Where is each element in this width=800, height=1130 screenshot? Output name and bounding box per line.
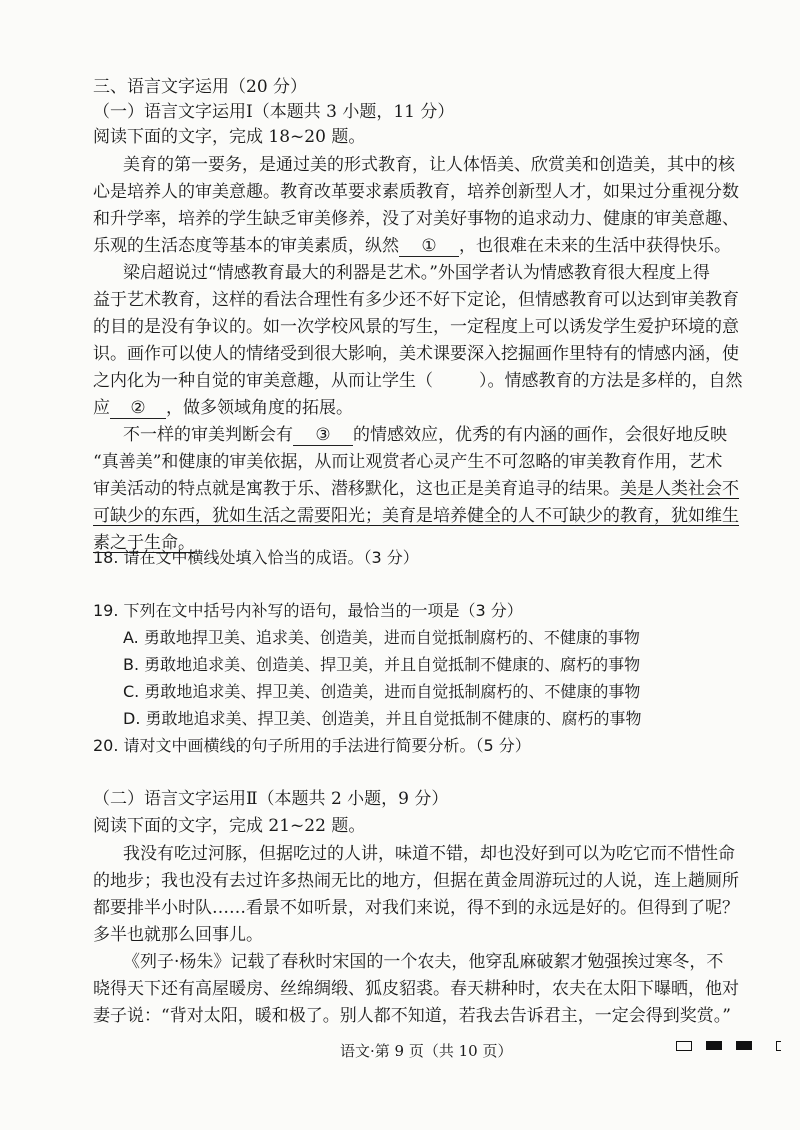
passage1-text (123, 423, 727, 447)
passage1-text (93, 369, 743, 393)
passage2-text: 的地步；我也没有去过许多热闹无比的地方，但据在黄金周游玩过的人说，连上趟厕所 (93, 871, 739, 891)
passage1-text (93, 396, 353, 420)
passage1-text (93, 234, 731, 258)
passage1-text-segment: 审美活动的特点就是寓教于乐、潜移默化，这也正是美育追寻的结果。 (93, 479, 620, 499)
passage1-text: 和升学率，培养的学生缺乏审美修养，没了对美好事物的追求动力、健康的审美意趣、 (93, 209, 739, 229)
passage2-text: 都要排半小时队……看景不如听景，对我们来说，得不到的永远是好的。但得到了呢？ (93, 898, 739, 918)
registration-mark-icon (706, 1041, 722, 1050)
passage1-text-segment: 之内化为一种自觉的审美意趣，从而让学生（ (93, 371, 433, 391)
passage1-text-segment: ，做多领域角度的拓展。 (166, 398, 353, 418)
passage1-text-segment: ，也很难在未来的生活中获得快乐。 (459, 236, 731, 256)
part2-title: （二）语言文字运用Ⅱ（本题共 2 小题，9 分） (93, 789, 449, 809)
question-20: 20. 请对文中画横线的句子所用的手法进行简要分析。（5 分） (93, 736, 531, 755)
question-19: 19. 下列在文中括号内补写的语句，最恰当的一项是（3 分） (93, 601, 523, 620)
passage2-text: 《列子·杨朱》记载了春秋时宋国的一个农夫，他穿乱麻破絮才勉强挨过寒冬，不 (123, 952, 724, 972)
passage1-text: 的目的是没有争议的。如一次学校风景的写生，一定程度上可以诱发学生爱护环境的意 (93, 317, 739, 337)
passage1-text-segment: 的情感效应，优秀的有内涵的画作，会很好地反映 (353, 425, 727, 445)
page-footer: 语文·第 9 页（共 10 页） (340, 1042, 513, 1060)
fill-blank-2: ② (110, 398, 166, 419)
registration-mark-icon (776, 1041, 781, 1051)
passage1-text-segment: 不一样的审美判断会有 (123, 425, 293, 445)
passage2-text: 晓得天下还有高屋暖房、丝绵绸缎、狐皮貂裘。春天耕种时，农夫在太阳下曝晒，他对 (93, 979, 739, 999)
fill-blank-1: ① (399, 236, 459, 257)
passage1-text: 心是培养人的审美意趣。教育改革要求素质教育，培养创新型人才，如果过分重视分数 (93, 182, 739, 202)
fill-blank-3: ③ (293, 425, 353, 446)
question-19-option-b: B. 勇敢地追求美、创造美、捍卫美，并且自觉抵制不健康的、腐朽的事物 (123, 655, 641, 674)
question-19-option-d: D. 勇敢地追求美、捍卫美、创造美，并且自觉抵制不健康的、腐朽的事物 (123, 709, 642, 728)
passage1-text (93, 477, 739, 501)
passage1-text: 梁启超说过“情感教育最大的利器是艺术。”外国学者认为情感教育很大程度上得 (123, 263, 710, 283)
underlined-sentence: 可缺少的东西，犹如生活之需要阳光；美育是培养健全的人不可缺少的教育，犹如维生 (93, 506, 739, 526)
part1-instruction: 阅读下面的文字，完成 18~20 题。 (93, 127, 366, 147)
passage1-text: 识。画作可以使人的情绪受到很大影响，美术课要深入挖掘画作里特有的情感内涵，使 (93, 344, 739, 364)
passage1-text-segment: 乐观的生活态度等基本的审美素质，纵然 (93, 236, 399, 256)
part1-title: （一）语言文字运用Ⅰ（本题共 3 小题，11 分） (93, 102, 455, 122)
passage1-text-segment: ）。情感教育的方法是多样的，自然 (479, 371, 743, 391)
passage2-text: 妻子说：“背对太阳，暖和极了。别人都不知道，若我去告诉君主，一定会得到奖赏。” (93, 1006, 731, 1026)
question-19-option-c: C. 勇敢地追求美、捍卫美、创造美，进而自觉抵制腐朽的、不健康的事物 (123, 682, 641, 701)
passage2-text: 多半也就那么回事儿。 (93, 925, 263, 945)
underlined-sentence: 素之于生命。 (93, 533, 195, 553)
registration-mark-icon (676, 1041, 692, 1051)
passage1-text: 美育的第一要务，是通过美的形式教育，让人体悟美、欣赏美和创造美，其中的核 (123, 155, 735, 175)
passage1-text: 益于艺术教育，这样的看法合理性有多少还不好下定论，但情感教育可以达到审美教育 (93, 290, 739, 310)
question-19-option-a: A. 勇敢地捍卫美、追求美、创造美，进而自觉抵制腐朽的、不健康的事物 (123, 628, 640, 647)
passage2-text: 我没有吃过河豚，但据吃过的人讲，味道不错，却也没好到可以为吃它而不惜性命 (123, 844, 735, 864)
registration-mark-icon (736, 1041, 752, 1050)
underlined-sentence: 美是人类社会不 (620, 479, 739, 499)
part2-instruction: 阅读下面的文字，完成 21~22 题。 (93, 816, 366, 836)
passage1-text-segment: 应 (93, 398, 110, 418)
passage1-text: “真善美”和健康的审美依据，从而让观赏者心灵产生不可忽略的审美教育作用，艺术 (93, 452, 723, 472)
section-title: 三、语言文字运用（20 分） (93, 77, 308, 97)
question-18: 18. 请在文中横线处填入恰当的成语。（3 分） (93, 548, 419, 567)
